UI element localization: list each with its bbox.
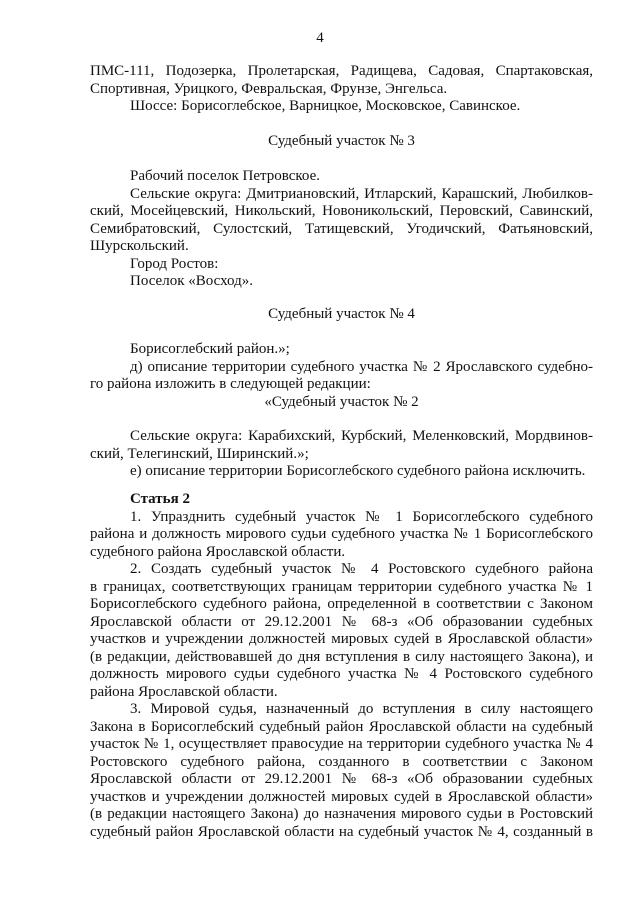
text-line: Семибратовский, Сулостский, Татищевский, Угодичский, Фатьяновский, — [90, 220, 593, 237]
text-line: 3. Мировой судья, назначенный до вступления в силу настоящего — [130, 701, 593, 717]
text-line: района Ярославской области. — [90, 683, 278, 700]
highways-line: Шоссе: Борисоглебское, Варницкое, Московское, Савинское. — [130, 98, 521, 114]
text-line: Сельские округа: Карабихский, Курбский, Меленковский, Мордвинов- — [130, 428, 593, 444]
text-line: судебный район Ярославской области на судебный участок № 4, созданный в — [90, 823, 593, 840]
text-line: участков и учреждении должностей мировых судей в Ярославской области» — [90, 788, 593, 805]
text-line: участков и учреждении должностей мировых судей в Ярославской области» — [90, 631, 593, 647]
text-line: 2. Создать судебный участок № 4 Ростовского судебного района — [130, 561, 593, 577]
text-line: Ярославской области от 29.12.2001 № 68-з «Об образовании судебных — [90, 771, 593, 787]
article-2 — [90, 491, 593, 841]
text-line: Сельские округа: Дмитриановский, Итларский, Карашский, Любилков- — [130, 185, 593, 202]
text-line: ПМС-111, Подозерка, Пролетарская, Радищева, Садовая, Спартаковская, — [90, 63, 593, 79]
street-list — [90, 63, 593, 116]
city-line: Город Ростов: — [130, 255, 219, 272]
text-line: Ростовского судебного района, созданного в соответствии с Законом — [90, 753, 593, 770]
text-line: ский, Мосейцевский, Никольский, Новоникольский, Перовский, Савинский, — [90, 203, 593, 219]
text-line: в границах, соответствующих границам территории судебного участка № 1 — [90, 578, 593, 595]
text-line: Ярославской области от 29.12.2001 № 68-з «Об образовании судебных — [90, 613, 593, 630]
item-e-line: е) описание территории Борисоглебского судебного района исключить. — [130, 463, 586, 479]
text-line: должность мирового судьи судебного участка № 4 Ростовского судебного — [90, 666, 593, 682]
district-2-body — [90, 428, 593, 481]
text-line: (в редакции, действовавшей до дня вступления в силу настоящего Закона), и — [90, 648, 593, 665]
article-heading: Статья 2 — [130, 491, 190, 507]
quote-heading: «Судебный участок № 2 — [264, 393, 419, 410]
text-line: (в редакции настоящего Закона) до назначения мирового судьи в Ростовский — [90, 806, 593, 822]
text-line: ский, Телегинский, Ширинский.»; — [90, 445, 309, 462]
text-line: Борисоглебского судебного района, определенной в соответствии с Законом — [90, 596, 593, 612]
text-line: 1. Упразднить судебный участок № 1 Борисоглебского судебного — [130, 508, 593, 525]
text-line: судебного района Ярославской области. — [90, 543, 346, 560]
text-line: Спортивная, Урицкого, Февральская, Фрунзе, Энгельса. — [90, 80, 448, 97]
district-4-body — [90, 341, 593, 411]
settlement-line: Рабочий поселок Петровское. — [130, 168, 321, 184]
district-3-heading: Судебный участок № 3 — [268, 133, 415, 149]
text-line: д) описание территории судебного участка № 2 Ярославского судебно- — [130, 358, 593, 375]
text-line: района и должность мирового судьи судебного участка № 1 Борисоглебского — [90, 526, 593, 542]
district-3-body — [90, 168, 593, 291]
text-line: Шурскольский. — [90, 238, 189, 254]
text-line: участок № 1, осуществляет правосудие на территории судебного участка № 4 — [90, 736, 593, 752]
text-line: Закона в Борисоглебский судебный район Ярославской области на судебный — [90, 718, 593, 735]
village-line: Поселок «Восход». — [130, 273, 253, 289]
district-line: Борисоглебский район.»; — [130, 341, 290, 357]
page-number: 4 — [316, 30, 324, 46]
text-line: го района изложить в следующей редакции: — [90, 376, 371, 392]
district-4-heading: Судебный участок № 4 — [268, 306, 415, 322]
